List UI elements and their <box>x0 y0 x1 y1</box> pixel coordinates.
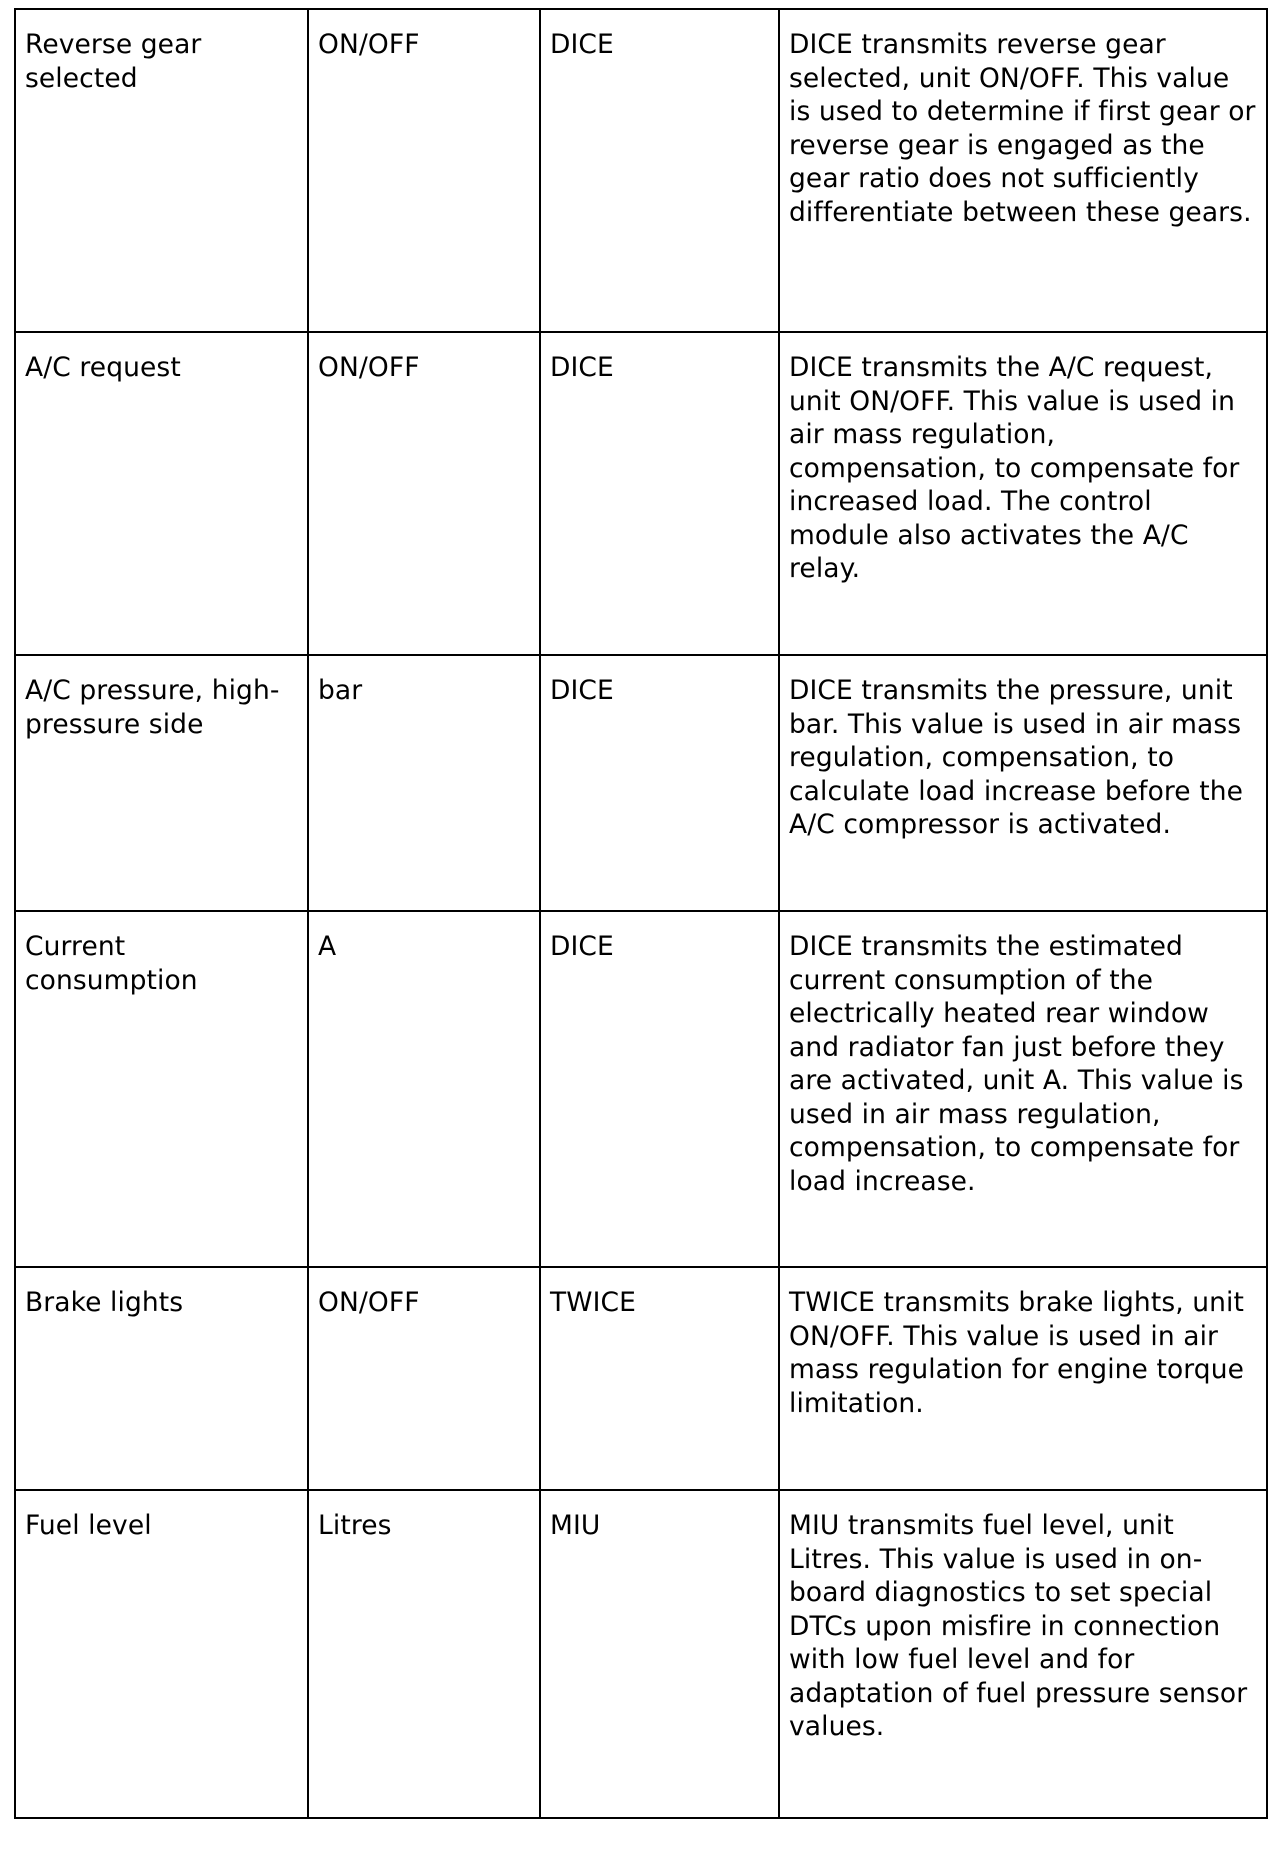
description-cell: DICE transmits reverse gear selected, unit ON/OFF. This value is used to determine if first gear or reverse gear is engaged as the gear ratio does not sufficiently differentiate between these gears. <box>779 9 1267 332</box>
source-cell: DICE <box>540 911 779 1267</box>
unit-cell: ON/OFF <box>308 332 540 655</box>
signal-name-cell: Brake lights <box>15 1267 308 1490</box>
source-cell: TWICE <box>540 1267 779 1490</box>
table-row <box>15 1490 1267 1818</box>
description-cell: DICE transmits the estimated current consumption of the electrically heated rear window and radiator fan just before they are activated, unit A. This value is used in air mass regulation, compensation, to compensate for load increase. <box>779 911 1267 1267</box>
signal-table <box>14 8 1268 1819</box>
signal-name-cell: Reverse gear selected <box>15 9 308 332</box>
table-row <box>15 655 1267 911</box>
unit-cell: bar <box>308 655 540 911</box>
source-cell: DICE <box>540 332 779 655</box>
table-row <box>15 1267 1267 1490</box>
table-row <box>15 332 1267 655</box>
unit-cell: ON/OFF <box>308 1267 540 1490</box>
unit-cell: ON/OFF <box>308 9 540 332</box>
unit-cell: Litres <box>308 1490 540 1818</box>
unit-cell: A <box>308 911 540 1267</box>
description-cell: MIU transmits fuel level, unit Litres. This value is used in on-board diagnostics to set special DTCs upon misfire in connection with low fuel level and for adaptation of fuel pressure sensor values. <box>779 1490 1267 1818</box>
signal-name-cell: Fuel level <box>15 1490 308 1818</box>
description-cell: TWICE transmits brake lights, unit ON/OFF. This value is used in air mass regulation for engine torque limitation. <box>779 1267 1267 1490</box>
table-row <box>15 911 1267 1267</box>
signal-name-cell: A/C pressure, high-pressure side <box>15 655 308 911</box>
description-cell: DICE transmits the A/C request, unit ON/OFF. This value is used in air mass regulation, compensation, to compensate for increased load. The control module also activates the A/C relay. <box>779 332 1267 655</box>
description-cell: DICE transmits the pressure, unit bar. This value is used in air mass regulation, compensation, to calculate load increase before the A/C compressor is activated. <box>779 655 1267 911</box>
table-row <box>15 9 1267 332</box>
source-cell: DICE <box>540 9 779 332</box>
source-cell: DICE <box>540 655 779 911</box>
signal-name-cell: Current consumption <box>15 911 308 1267</box>
signal-name-cell: A/C request <box>15 332 308 655</box>
source-cell: MIU <box>540 1490 779 1818</box>
